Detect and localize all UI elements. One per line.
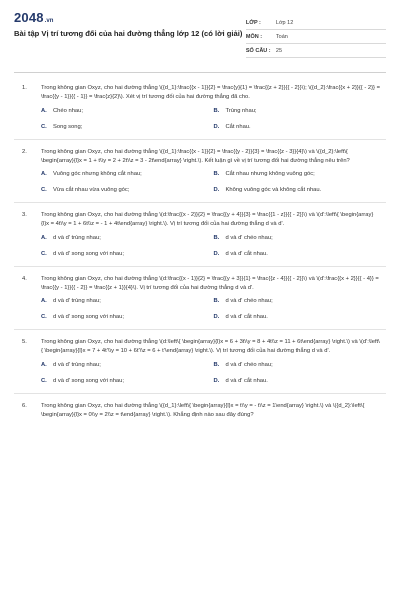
question-number: 6. xyxy=(22,402,27,409)
option-letter: C. xyxy=(41,314,47,321)
question-2 xyxy=(14,148,386,194)
question-text: Trong không gian Oxyz, cho hai đường thẳng \(d:\frac{{x - 1}}{2} = \frac{{y + 3}}{1} = \frac{{z - 4}}{{ - 2}}\) và \(d':\frac{{x + 2}}{{ - 4}} = \frac{{y - 1}}{{ - 2}} = \frac{{z + 1}}{4}\). Vị trí tương đối của hai đường thẳng d và d'. xyxy=(41,275,379,291)
option-text: d và d' trùng nhau; xyxy=(53,298,101,305)
option-a[interactable] xyxy=(41,362,214,368)
option-text: Vừa cắt nhau vừa vuông góc; xyxy=(53,187,130,194)
option-letter: B. xyxy=(213,361,220,368)
question-stem xyxy=(14,402,386,421)
question-text: Trong không gian Oxyz, cho hai đường thẳng \(d:\left\{ \begin{array}{l}x = 6 + 3t\\y = 8 + 4t\\z = 11 + 6t\end{array} \right.\) và \(d':\left\{ \begin{array}{l}x = 7 + 4t'\\y = 10 + 6t'\\z = 6 + t'\end{array} \right.\). Vị trí tương đối của hai đường thẳng d và d'. xyxy=(41,339,380,355)
option-letter: D. xyxy=(213,250,220,257)
meta-value: Toán xyxy=(275,34,288,40)
option-text: Cắt nhau. xyxy=(225,123,251,130)
meta-row-count xyxy=(246,44,386,58)
option-letter: B. xyxy=(213,171,220,178)
meta-row-subject xyxy=(246,30,386,44)
option-text: d và d' trùng nhau; xyxy=(53,361,101,368)
option-letter: A. xyxy=(41,361,47,368)
option-letter: C. xyxy=(41,123,47,130)
meta-label: LỚP : xyxy=(245,20,261,26)
question-stem xyxy=(14,275,386,294)
header-left xyxy=(14,10,246,39)
logo-domain-text: .vn xyxy=(44,18,54,24)
option-a[interactable] xyxy=(41,298,214,304)
option-letter: A. xyxy=(41,171,47,178)
site-logo[interactable] xyxy=(14,10,246,25)
answer-options xyxy=(14,298,386,320)
option-letter: C. xyxy=(41,377,47,384)
meta-value: 25 xyxy=(275,48,283,54)
question-number: 4. xyxy=(22,275,27,282)
option-letter: C. xyxy=(41,250,47,257)
question-6 xyxy=(14,402,386,421)
option-b[interactable] xyxy=(214,298,387,304)
option-letter: D. xyxy=(213,123,220,130)
answer-options xyxy=(14,108,386,130)
question-number: 1. xyxy=(22,85,27,91)
option-text: d và d' song song với nhau; xyxy=(53,377,124,384)
question-stem xyxy=(14,148,386,167)
option-c[interactable] xyxy=(41,187,214,193)
question-text: Trong không gian Oxyz, cho hai đường thẳng \(d:\frac{{x - 2}}{2} = \frac{{y + 4}}{3} = \frac{{1 - z}}{{ - 2}}\) và \(d':\left\{ \begin{array}{l}x = 4t\\y = 1 + 6t\\z = - 1 + 4t\end{array} \right.\). Vị trí tương đối của hai đường thẳng d và d'. xyxy=(41,212,374,228)
question-separator xyxy=(14,202,386,203)
question-number: 3. xyxy=(22,212,27,219)
logo-main-text: 2048 xyxy=(14,10,44,25)
answer-options xyxy=(14,362,386,384)
page-header xyxy=(14,0,386,58)
header-divider xyxy=(14,72,386,73)
question-4 xyxy=(14,275,386,321)
option-letter: D. xyxy=(213,187,220,194)
question-text: Trong không gian Oxyz, cho hai đường thẳng \({d_1}:\frac{{x - 1}}{2} = \frac{y}{1} = \frac{{z + 2}}{{ - 2}}\); \({d_2}:\frac{{x + 2}}{{ - 2}} = \frac{{y - 1}}{{ - 1}} = \frac{z}{2}\). Xét vị trí tương đối của hai đường thẳng đã cho. xyxy=(41,85,380,101)
question-separator xyxy=(14,139,386,140)
option-b[interactable] xyxy=(214,362,387,368)
option-a[interactable] xyxy=(41,171,214,177)
meta-row-class xyxy=(246,16,386,30)
option-text: d và d' chéo nhau; xyxy=(225,234,273,241)
option-text: Vuông góc nhưng không cắt nhau; xyxy=(53,171,142,178)
question-stem xyxy=(14,84,386,103)
option-letter: B. xyxy=(213,234,220,241)
option-d[interactable] xyxy=(214,378,387,384)
option-text: Chéo nhau; xyxy=(53,107,83,114)
question-separator xyxy=(14,329,386,330)
option-text: Không vuông góc và không cắt nhau. xyxy=(225,187,322,194)
option-text: Song song; xyxy=(53,123,83,130)
option-text: Trùng nhau; xyxy=(225,107,257,114)
meta-label: SỐ CÂU : xyxy=(245,48,271,54)
answer-options xyxy=(14,171,386,193)
option-letter: A. xyxy=(41,107,47,114)
option-letter: A. xyxy=(41,234,47,241)
option-letter: B. xyxy=(213,107,220,114)
option-letter: B. xyxy=(213,298,220,305)
question-text: Trong không gian Oxyz, cho hai đường thẳng \({d_1}:\frac{{x - 1}}{2} = \frac{{y - 2}}{3} = \frac{{z - 3}}{4}\) và \({d_2}:\left\{ \begin{array}{l}x = 1 + t\\y = 2 + 2t\\z = 3 - 2t\end{array} \right.\). Kết luận gì về vị trí tương đối hai đường thẳng nêu trên? xyxy=(41,148,350,164)
option-text: d và d' cắt nhau. xyxy=(225,377,268,384)
option-letter: A. xyxy=(41,298,47,305)
question-text: Trong không gian Oxyz, cho hai đường thẳng \({d_1}:\left\{ \begin{array}{l}x = t\\y = - t\\z = 1\end{array} \right.\) và \({d_2}:\left\{ \begin{array}{l}x = 0\\y = 2\\z = t\end{array} \right.\). Khẳng định nào sau đây đúng? xyxy=(41,402,365,418)
option-b[interactable] xyxy=(214,235,387,241)
option-d[interactable] xyxy=(214,251,387,257)
option-d[interactable] xyxy=(214,124,387,130)
option-text: d và d' chéo nhau; xyxy=(225,298,273,305)
question-stem xyxy=(14,338,386,357)
question-number: 5. xyxy=(22,339,27,346)
option-c[interactable] xyxy=(41,251,214,257)
meta-value: Lớp 12 xyxy=(275,20,294,26)
document-title: Bài tập Vị trí tương đối của hai đường thẳng lớp 12 (có lời giải) xyxy=(14,29,243,38)
option-d[interactable] xyxy=(214,187,387,193)
option-letter: C. xyxy=(41,187,47,194)
option-text: d và d' chéo nhau; xyxy=(225,361,273,368)
question-list xyxy=(14,84,386,420)
option-text: Cắt nhau nhưng không vuông góc; xyxy=(225,171,315,178)
option-c[interactable] xyxy=(41,124,214,130)
option-a[interactable] xyxy=(41,235,214,241)
question-5 xyxy=(14,338,386,384)
answer-options xyxy=(14,235,386,257)
question-stem xyxy=(14,211,386,230)
option-letter: D. xyxy=(213,377,220,384)
question-1 xyxy=(14,84,386,130)
option-c[interactable] xyxy=(41,314,214,320)
option-text: d và d' cắt nhau. xyxy=(225,250,268,257)
option-text: d và d' song song với nhau; xyxy=(53,250,124,257)
option-d[interactable] xyxy=(214,314,387,320)
option-a[interactable] xyxy=(41,108,214,114)
option-c[interactable] xyxy=(41,378,214,384)
question-number: 2. xyxy=(22,148,27,155)
option-text: d và d' cắt nhau. xyxy=(225,314,268,321)
option-text: d và d' song song với nhau; xyxy=(53,314,124,321)
option-b[interactable] xyxy=(214,171,387,177)
option-b[interactable] xyxy=(214,108,387,114)
question-separator xyxy=(14,393,386,394)
question-3 xyxy=(14,211,386,257)
option-letter: D. xyxy=(213,314,220,321)
document-meta xyxy=(246,16,386,58)
meta-label: MÔN : xyxy=(245,34,263,40)
option-text: d và d' trùng nhau; xyxy=(53,234,101,241)
question-separator xyxy=(14,266,386,267)
